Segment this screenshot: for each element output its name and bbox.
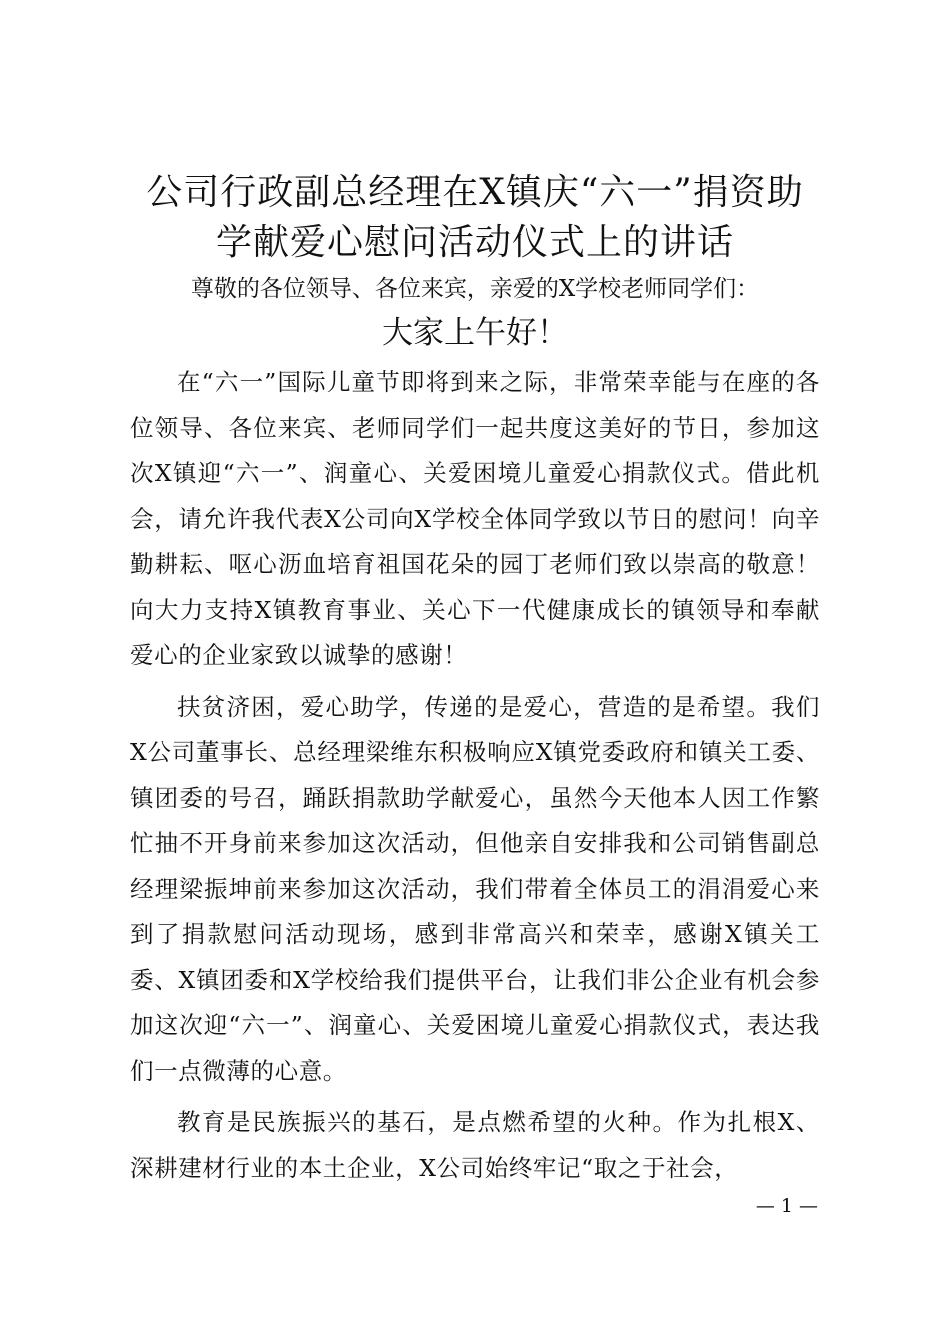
body-text <box>130 360 820 1197</box>
title-line-2: 学献爱心慰问活动仪式上的讲话 <box>215 222 734 263</box>
salutation: 尊敬的各位领导、各位来宾，亲爱的X学校老师同学们： <box>190 276 760 302</box>
page-number: — 1 — <box>755 1195 818 1217</box>
paragraph-3: 教育是民族振兴的基石，是点燃希望的火种。作为扎根X、深耕建材行业的本土企业，X公司始终牢记“取之于社会， <box>130 1108 820 1182</box>
paragraph-2: 扶贫济困，爱心助学，传递的是爱心，营造的是希望。我们X公司董事长、总经理梁维东积极响应X镇党委政府和镇关工委、镇团委的号召，踊跃捐款助学献爱心，虽然今天他本人因工作繁忙抽不开身前来参加这次活动，但他亲自安排我和公司销售副总经理梁振坤前来参加这次活动，我们带着全体员工的涓涓爱心来到了捐款慰问活动现场，感到非常高兴和荣幸，感谢X镇关工委、X镇团委和X学校给我们提供平台，让我们非公企业有机会参加这次迎“六一”、润童心、关爱困境儿童爱心捐款仪式，表达我们一点微薄的心意。 <box>130 692 820 1085</box>
greeting: 大家上午好！ <box>382 315 568 351</box>
paragraph-1: 在“六一”国际儿童节即将到来之际，非常荣幸能与在座的各位领导、各位来宾、老师同学们一起共度这美好的节日，参加这次X镇迎“六一”、润童心、关爱困境儿童爱心捐款仪式。借此机会，请允许我代表X公司向X学校全体同学致以节日的慰问！向辛勤耕耘、呕心沥血培育祖国花朵的园丁老师们致以崇高的敬意！向大力支持X镇教育事业、关心下一代健康成长的镇领导和奉献爱心的企业家致以诚挚的感谢！ <box>130 368 820 669</box>
title-line-1: 公司行政副总经理在X镇庆“六一”捐资助 <box>146 172 804 213</box>
document-title <box>130 168 820 268</box>
